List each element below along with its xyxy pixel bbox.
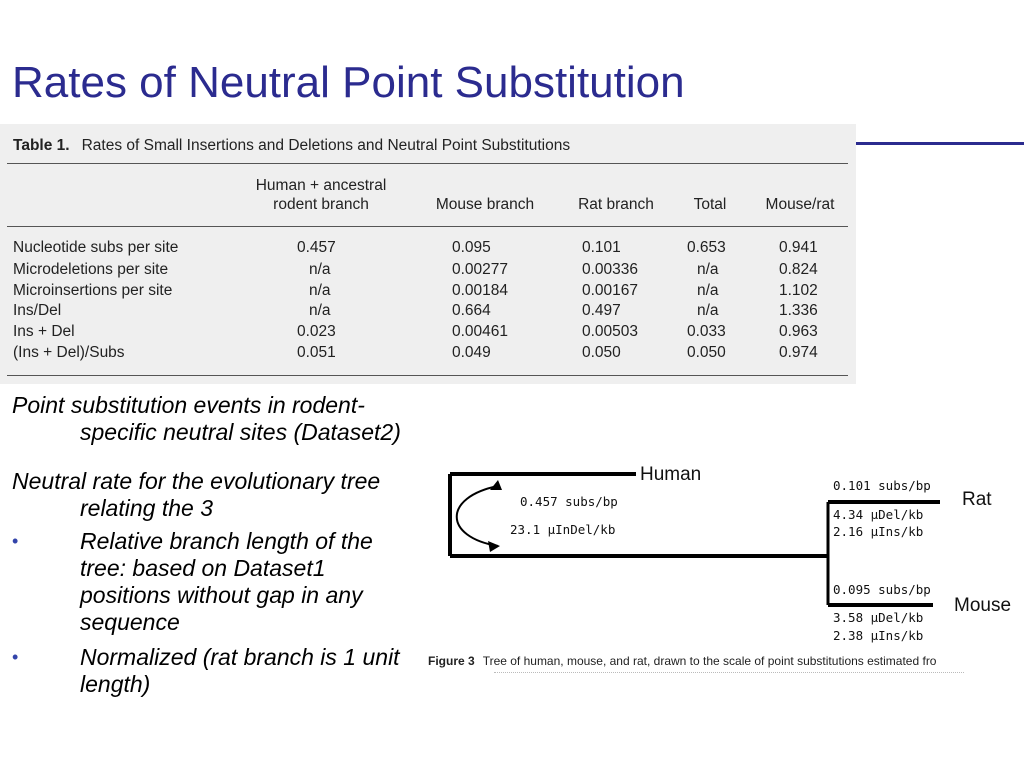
bullet-icon: • <box>12 531 19 551</box>
arrow-head-bottom-icon <box>488 541 500 552</box>
rat-del: 4.34 μDel/kb <box>833 507 924 522</box>
cell-ratio: 0.824 <box>779 261 818 278</box>
mouse-subs: 0.095 subs/bp <box>833 582 931 597</box>
bullet-normalized <box>12 644 422 698</box>
header-total: Total <box>693 196 727 213</box>
bullet-branch-length <box>12 528 422 636</box>
cell-ratio: 0.974 <box>779 344 818 361</box>
mouse-del: 3.58 μDel/kb <box>833 610 924 625</box>
rat-ins: 2.16 μIns/kb <box>833 524 924 539</box>
human-subs: 0.457 subs/bp <box>520 494 618 509</box>
figure-caption-label: Figure 3 <box>428 654 475 668</box>
caption-cutoff-line <box>494 672 964 677</box>
figure-caption <box>428 654 936 668</box>
rat-subs: 0.101 subs/bp <box>833 478 931 493</box>
cell-mouse: 0.00184 <box>452 282 509 299</box>
header-rat: Rat branch <box>578 196 654 213</box>
phylogenetic-tree-figure <box>428 462 1024 682</box>
header-human-line1: Human + ancestral <box>255 177 387 194</box>
paragraph-neutral-rate: Neutral rate for the evolutionary tree relating the 3 <box>12 468 381 521</box>
row-label: Microinsertions per site <box>13 282 173 299</box>
row-label: (Ins + Del)/Subs <box>13 344 125 361</box>
cell-total: 0.050 <box>687 344 726 361</box>
table-label: Table 1. <box>13 137 70 154</box>
header-human-line2: rodent branch <box>273 196 369 213</box>
row-label: Microdeletions per site <box>13 261 169 278</box>
cell-rat: 0.050 <box>582 344 621 361</box>
table-header-rule <box>7 226 848 227</box>
cell-ratio: 0.963 <box>779 323 818 340</box>
arrow-head-top-icon <box>490 480 502 490</box>
cell-total: n/a <box>697 302 719 319</box>
title-underline <box>855 142 1024 145</box>
row-label: Nucleotide subs per site <box>13 239 179 256</box>
cell-human: 0.051 <box>297 344 336 361</box>
header-mouse: Mouse branch <box>435 196 535 213</box>
table-top-rule <box>7 163 848 164</box>
cell-mouse: 0.00277 <box>452 261 509 278</box>
cell-rat: 0.00503 <box>582 323 639 340</box>
slide-body-text <box>12 392 422 706</box>
slide-title: Rates of Neutral Point Substitution <box>12 58 685 107</box>
cell-mouse: 0.00461 <box>452 323 509 340</box>
cell-ratio: 1.336 <box>779 302 818 319</box>
cell-mouse: 0.664 <box>452 302 491 319</box>
curved-arrow-icon <box>457 486 498 546</box>
cell-total: n/a <box>697 282 719 299</box>
rat-label: Rat <box>962 489 992 510</box>
cell-total: 0.033 <box>687 323 726 340</box>
cell-rat: 0.00336 <box>582 261 639 278</box>
row-label: Ins/Del <box>13 302 62 319</box>
cell-mouse: 0.049 <box>452 344 491 361</box>
table-caption-text: Rates of Small Insertions and Deletions and Neutral Point Substitutions <box>81 137 571 154</box>
paragraph-dataset2: Point substitution events in rodent-specific neutral sites (Dataset2) <box>12 392 401 445</box>
cell-rat: 0.101 <box>582 239 621 256</box>
bullet-icon: • <box>12 647 19 667</box>
header-mouse-rat: Mouse/rat <box>765 196 835 213</box>
cell-human: 0.023 <box>297 323 336 340</box>
rates-table <box>0 124 856 384</box>
cell-human: 0.457 <box>297 239 336 256</box>
cell-mouse: 0.095 <box>452 239 491 256</box>
tree-diagram <box>428 462 1024 662</box>
cell-rat: 0.00167 <box>582 282 639 299</box>
bullet-text: Normalized (rat branch is 1 unit length) <box>80 644 400 697</box>
cell-human: n/a <box>309 302 331 319</box>
cell-rat: 0.497 <box>582 302 621 319</box>
cell-total: n/a <box>697 261 719 278</box>
mouse-ins: 2.38 μIns/kb <box>833 628 924 643</box>
bullet-text: Relative branch length of the tree: based on Dataset1 positions without gap in any sequence <box>80 528 373 635</box>
human-label: Human <box>640 464 702 485</box>
figure-caption-text: Tree of human, mouse, and rat, drawn to the scale of point substitutions estimated fro <box>482 654 937 668</box>
cell-total: 0.653 <box>687 239 726 256</box>
table-bottom-rule <box>7 375 848 376</box>
cell-human: n/a <box>309 261 331 278</box>
row-label: Ins + Del <box>13 323 75 340</box>
human-indel: 23.1 μInDel/kb <box>510 522 616 537</box>
header-human <box>236 176 406 214</box>
cell-ratio: 0.941 <box>779 239 818 256</box>
cell-ratio: 1.102 <box>779 282 818 299</box>
cell-human: n/a <box>309 282 331 299</box>
mouse-label: Mouse <box>954 595 1012 616</box>
table-caption <box>13 137 570 155</box>
